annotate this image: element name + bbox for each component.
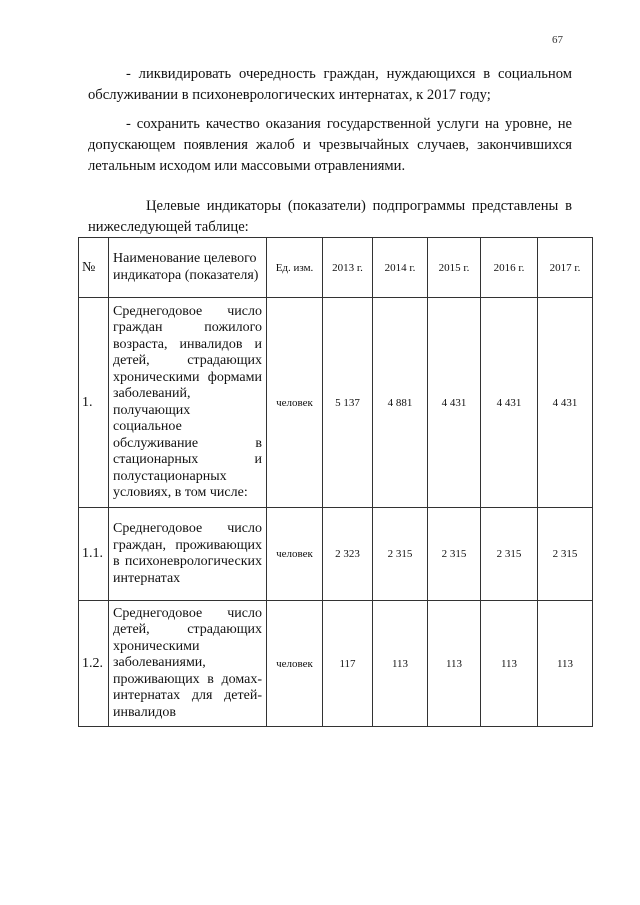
- value-2017: 113: [538, 601, 593, 727]
- header-no: №: [79, 238, 109, 298]
- indicator-name: Среднегодовое число детей, страдающих хроническими заболеваниями, проживающих в домах-интернатах для детей-инвалидов: [109, 601, 267, 727]
- paragraph-3: Целевые индикаторы (показатели) подпрограммы представлены в нижеследующей таблице:: [88, 198, 572, 235]
- value-2017: 2 315: [538, 508, 593, 601]
- indicator-name: Среднегодовое число граждан пожилого возраста, инвалидов и детей, страдающих хроническими формами заболеваний, получающих социальное обслуживание в стационарных и полустационарных условиях, в том числе:: [109, 298, 267, 508]
- header-unit: Ед. изм.: [267, 238, 323, 298]
- unit-cell: человек: [267, 601, 323, 727]
- value-2015: 4 431: [428, 298, 481, 508]
- unit-cell: человек: [267, 508, 323, 601]
- table-row: [79, 508, 593, 601]
- value-2015: 113: [428, 601, 481, 727]
- table-row: [79, 601, 593, 727]
- value-2014: 4 881: [373, 298, 428, 508]
- indicator-name: Среднегодовое число граждан, проживающих в психоневрологических интернатах: [109, 508, 267, 601]
- row-number: 1.2.: [79, 601, 109, 727]
- table-row: [79, 298, 593, 508]
- value-2013: 5 137: [323, 298, 373, 508]
- indicators-table: [78, 237, 593, 727]
- value-2016: 113: [481, 601, 538, 727]
- row-number: 1.1.: [79, 508, 109, 601]
- table-header-row: [79, 238, 593, 298]
- header-year-2015: 2015 г.: [428, 238, 481, 298]
- paragraph-1: - ликвидировать очередность граждан, нуждающихся в социальном обслуживании в психоневрологических интернатах, к 2017 году;: [88, 66, 572, 103]
- value-2017: 4 431: [538, 298, 593, 508]
- row-number: 1.: [79, 298, 109, 508]
- value-2016: 2 315: [481, 508, 538, 601]
- value-2013: 117: [323, 601, 373, 727]
- header-year-2016: 2016 г.: [481, 238, 538, 298]
- header-name: Наименование целевого индикатора (показателя): [109, 238, 267, 298]
- value-2016: 4 431: [481, 298, 538, 508]
- header-year-2014: 2014 г.: [373, 238, 428, 298]
- header-year-2013: 2013 г.: [323, 238, 373, 298]
- paragraph-2: - сохранить качество оказания государственной услуги на уровне, не допускающем появления жалоб и чрезвычайных случаев, закончившихся летальным исходом или массовыми отравлениями.: [88, 116, 572, 174]
- value-2014: 113: [373, 601, 428, 727]
- header-year-2017: 2017 г.: [538, 238, 593, 298]
- page-number: 67: [552, 34, 563, 46]
- unit-cell: человек: [267, 298, 323, 508]
- value-2015: 2 315: [428, 508, 481, 601]
- value-2013: 2 323: [323, 508, 373, 601]
- value-2014: 2 315: [373, 508, 428, 601]
